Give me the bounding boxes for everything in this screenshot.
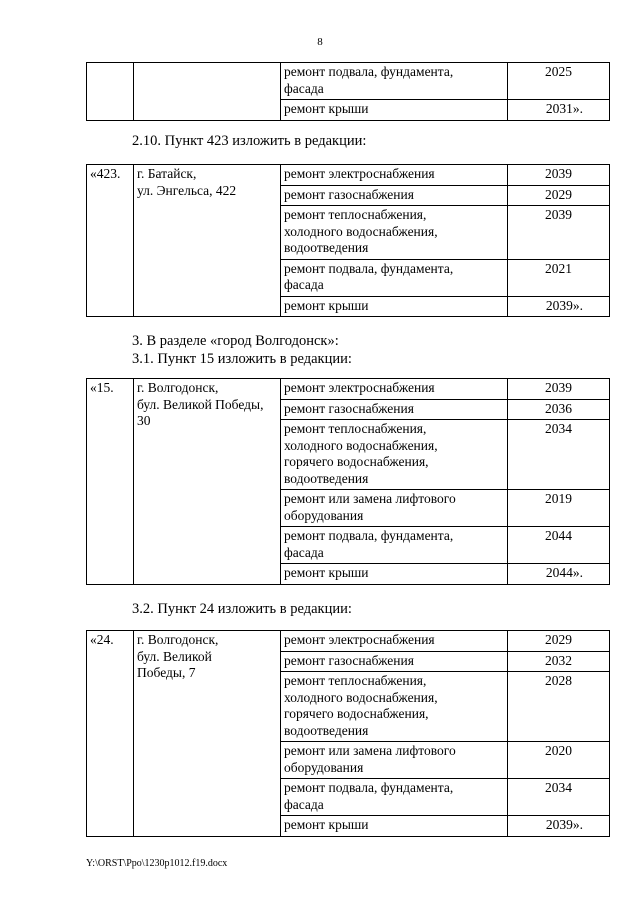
work-type-cell: ремонт теплоснабжения, холодного водоснабжения, горячего водоснабжения, водоотведения <box>281 420 508 490</box>
item-number-cell <box>87 63 134 121</box>
year-cell: 2028 <box>508 672 610 742</box>
paragraph-2-10: 2.10. Пункт 423 изложить в редакции: <box>132 133 367 149</box>
work-type-cell: ремонт крыши <box>281 100 508 121</box>
year-cell: 2025 <box>508 63 610 100</box>
year-cell: 2029 <box>508 631 610 652</box>
work-type-cell: ремонт газоснабжения <box>281 399 508 420</box>
work-type-cell: ремонт или замена лифтового оборудования <box>281 742 508 779</box>
work-type-cell: ремонт подвала, фундамента, фасада <box>281 779 508 816</box>
work-type-cell: ремонт крыши <box>281 296 508 317</box>
page-number: 8 <box>317 36 323 48</box>
table-continuation <box>86 62 610 121</box>
address-cell: г. Волгодонск, бул. Великой Победы, 30 <box>134 379 281 585</box>
table-row <box>87 63 610 100</box>
table-row <box>87 631 610 652</box>
work-type-cell: ремонт крыши <box>281 816 508 837</box>
year-cell: 2036 <box>508 399 610 420</box>
year-cell: 2044 <box>508 527 610 564</box>
year-cell: 2034 <box>508 779 610 816</box>
year-cell: 2039». <box>508 816 610 837</box>
item-number-cell: «15. <box>87 379 134 585</box>
paragraph-3-1: 3.1. Пункт 15 изложить в редакции: <box>132 351 352 367</box>
work-type-cell: ремонт теплоснабжения, холодного водоснабжения, водоотведения <box>281 206 508 260</box>
year-cell: 2034 <box>508 420 610 490</box>
footer-file-path: Y:\ORST\Ppo\1230p1012.f19.docx <box>86 858 228 869</box>
year-cell: 2032 <box>508 651 610 672</box>
work-type-cell: ремонт электроснабжения <box>281 379 508 400</box>
year-cell: 2039 <box>508 165 610 186</box>
address-cell <box>134 63 281 121</box>
year-cell: 2019 <box>508 490 610 527</box>
year-cell: 2021 <box>508 259 610 296</box>
address-cell: г. Волгодонск, бул. Великой Победы, 7 <box>134 631 281 837</box>
year-cell: 2044». <box>508 564 610 585</box>
item-number-cell: «423. <box>87 165 134 317</box>
work-type-cell: ремонт подвала, фундамента, фасада <box>281 259 508 296</box>
work-type-cell: ремонт крыши <box>281 564 508 585</box>
work-type-cell: ремонт электроснабжения <box>281 165 508 186</box>
year-cell: 2039». <box>508 296 610 317</box>
paragraph-3-2: 3.2. Пункт 24 изложить в редакции: <box>132 601 352 617</box>
year-cell: 2031». <box>508 100 610 121</box>
work-type-cell: ремонт газоснабжения <box>281 651 508 672</box>
year-cell: 2039 <box>508 379 610 400</box>
table-item-15 <box>86 378 610 585</box>
work-type-cell: ремонт электроснабжения <box>281 631 508 652</box>
work-type-cell: ремонт теплоснабжения, холодного водоснабжения, горячего водоснабжения, водоотведения <box>281 672 508 742</box>
year-cell: 2039 <box>508 206 610 260</box>
table-row <box>87 379 610 400</box>
paragraph-3: 3. В разделе «город Волгодонск»: <box>132 333 339 349</box>
table-item-24 <box>86 630 610 837</box>
work-type-cell: ремонт подвала, фундамента, фасада <box>281 63 508 100</box>
item-number-cell: «24. <box>87 631 134 837</box>
table-row <box>87 165 610 186</box>
work-type-cell: ремонт газоснабжения <box>281 185 508 206</box>
year-cell: 2020 <box>508 742 610 779</box>
year-cell: 2029 <box>508 185 610 206</box>
work-type-cell: ремонт или замена лифтового оборудования <box>281 490 508 527</box>
table-item-423 <box>86 164 610 317</box>
address-cell: г. Батайск, ул. Энгельса, 422 <box>134 165 281 317</box>
work-type-cell: ремонт подвала, фундамента, фасада <box>281 527 508 564</box>
